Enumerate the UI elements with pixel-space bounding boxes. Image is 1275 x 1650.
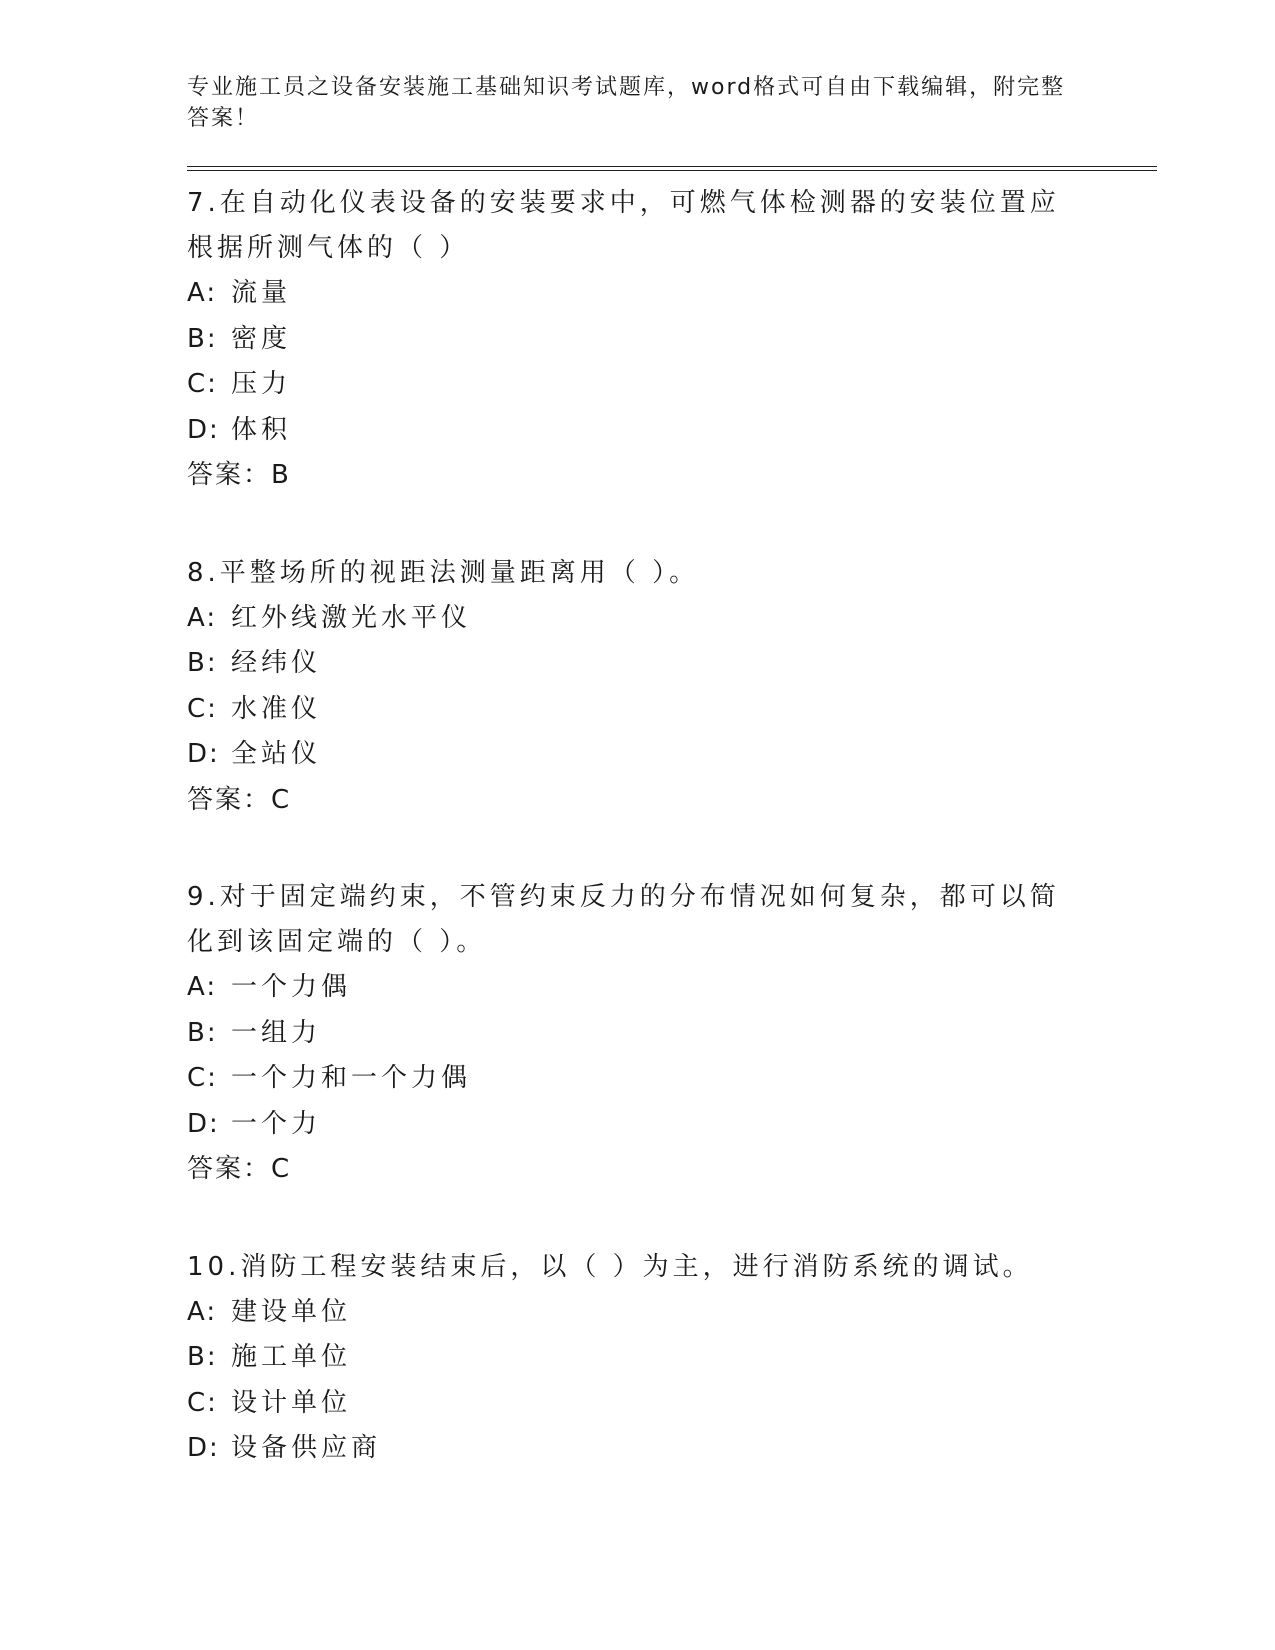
option-key: B: [187, 1017, 218, 1048]
option-text: 压力 [231, 369, 292, 399]
option-a [187, 271, 1157, 317]
option-key: C: [187, 369, 218, 399]
option-key: D: [187, 1108, 220, 1139]
option-key: A: [187, 602, 218, 633]
option-key: A: [187, 1296, 218, 1327]
question-stem: 9.对于固定端约束，不管约束反力的分布情况如何复杂，都可以简化到该固定端的（ ）。 [187, 882, 1060, 957]
option-text: 水准仪 [231, 693, 322, 724]
option-c [187, 1056, 1157, 1102]
option-key: A: [187, 278, 218, 308]
option-text: 体积 [231, 414, 292, 445]
header-divider [187, 166, 1157, 171]
option-d [187, 732, 1157, 778]
option-b [187, 641, 1157, 687]
document-header: 专业施工员之设备安装施工基础知识考试题库，word格式可自由下载编辑，附完整答案！ [187, 75, 1066, 131]
question-8 [187, 551, 1157, 824]
option-text: 密度 [231, 323, 292, 354]
option-b [187, 1011, 1157, 1057]
question-stem: 8.平整场所的视距法测量距离用（ ）。 [187, 557, 700, 588]
option-text: 建设单位 [231, 1296, 352, 1327]
option-c [187, 1381, 1157, 1427]
option-b [187, 1335, 1157, 1381]
option-key: D: [187, 739, 220, 769]
option-d [187, 1426, 1157, 1472]
option-b [187, 317, 1157, 363]
answer-line: 答案：C [187, 1154, 292, 1184]
option-key: C: [187, 1387, 218, 1418]
question-stem: 7.在自动化仪表设备的安装要求中，可燃气体检测器的安装位置应根据所测气体的（ ） [187, 188, 1060, 263]
answer-line: 答案：B [187, 460, 291, 490]
option-text: 全站仪 [231, 739, 322, 769]
option-text: 设备供应商 [231, 1433, 382, 1463]
option-key: B: [187, 648, 218, 678]
question-9 [187, 875, 1157, 1193]
option-c [187, 687, 1157, 733]
option-a [187, 965, 1157, 1011]
spacer [187, 823, 1157, 865]
option-text: 施工单位 [231, 1342, 352, 1372]
spacer [187, 499, 1157, 541]
option-text: 一组力 [231, 1017, 322, 1048]
document-page [187, 72, 1157, 1472]
option-a [187, 596, 1157, 642]
option-a [187, 1290, 1157, 1336]
option-d [187, 408, 1157, 454]
option-text: 流量 [231, 278, 292, 308]
question-7 [187, 181, 1157, 499]
question-10 [187, 1245, 1157, 1472]
option-key: D: [187, 414, 220, 445]
option-text: 设计单位 [231, 1387, 352, 1418]
option-text: 一个力偶 [231, 972, 352, 1002]
question-stem: 10.消防工程安装结束后，以（ ）为主，进行消防系统的调试。 [187, 1251, 1033, 1282]
option-key: B: [187, 1342, 218, 1372]
option-d [187, 1102, 1157, 1148]
answer-line: 答案：C [187, 784, 292, 815]
option-key: C: [187, 1063, 218, 1093]
option-text: 红外线激光水平仪 [231, 602, 472, 633]
option-c [187, 362, 1157, 408]
option-text: 经纬仪 [231, 648, 322, 678]
option-text: 一个力 [231, 1108, 322, 1139]
spacer [187, 1193, 1157, 1235]
option-key: C: [187, 693, 218, 724]
option-text: 一个力和一个力偶 [231, 1063, 472, 1093]
option-key: A: [187, 972, 218, 1002]
option-key: D: [187, 1433, 220, 1463]
option-key: B: [187, 323, 218, 354]
